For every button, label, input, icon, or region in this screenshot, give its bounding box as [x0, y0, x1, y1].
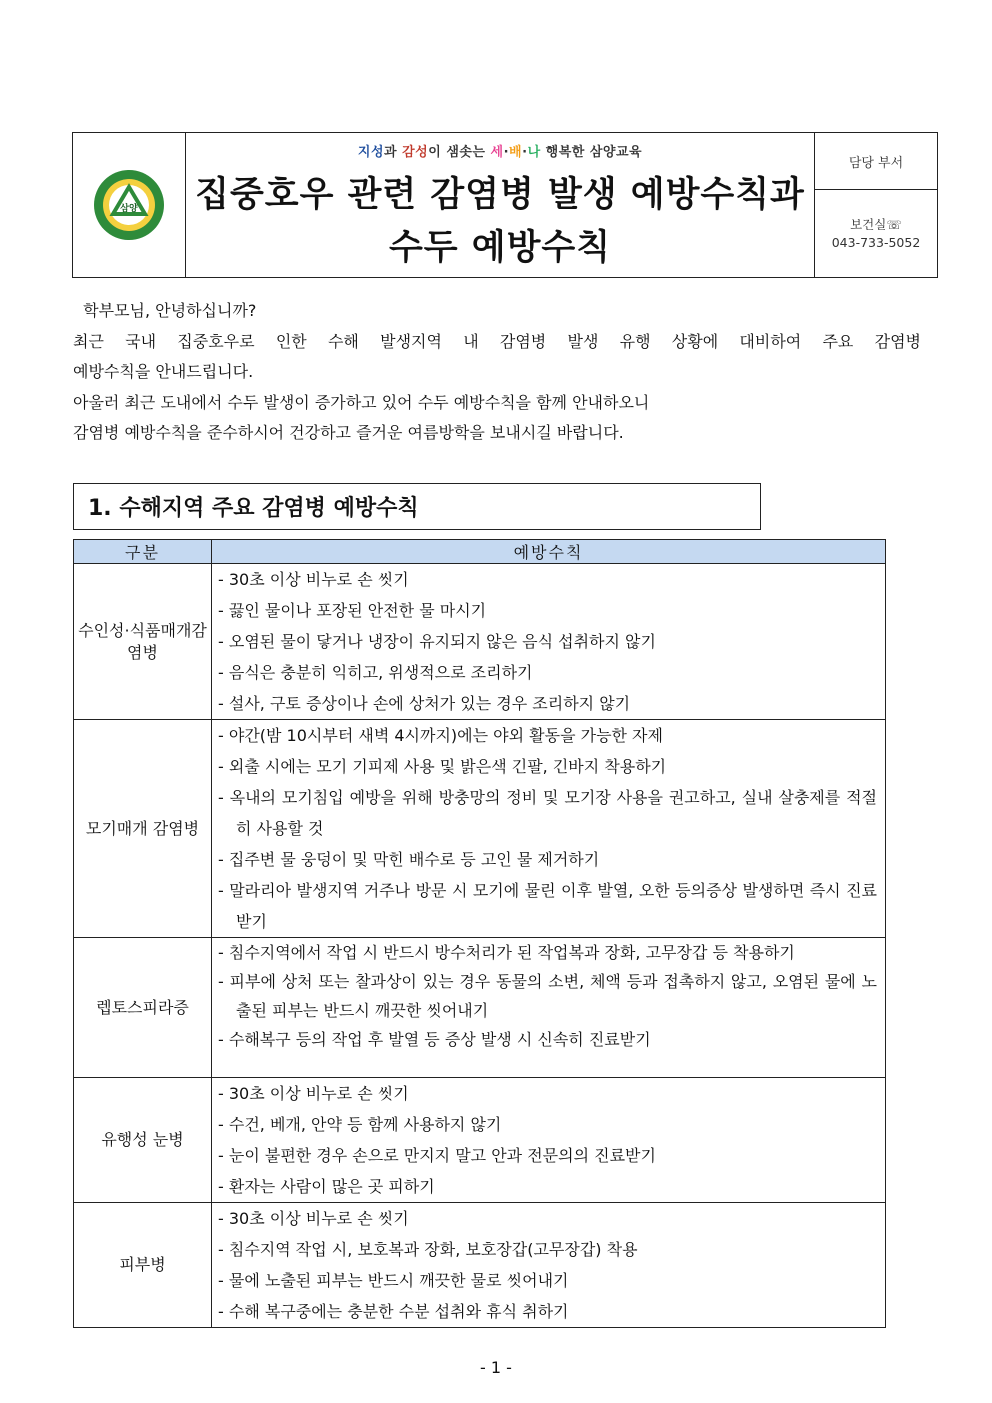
- department-cell: [815, 133, 937, 277]
- slogan: 지성과 감성이 샘솟는 세·배·나 행복한 삼양교육: [357, 145, 643, 160]
- list-item: - 음식은 충분히 익히고, 위생적으로 조리하기: [218, 663, 533, 682]
- table-row: [74, 1203, 886, 1328]
- list-item: - 수해복구 등의 작업 후 발열 등 증상 발생 시 신속히 진료받기: [218, 1030, 651, 1049]
- department-contact: [815, 190, 937, 277]
- list-item: - 환자는 사람이 많은 곳 피하기: [218, 1177, 435, 1196]
- category-cell: 모기매개 감염병: [74, 720, 212, 938]
- document-header: [72, 132, 938, 278]
- list-item: - 물에 노출된 피부는 반드시 깨끗한 물로 씻어내기: [218, 1271, 569, 1290]
- list-item: - 외출 시에는 모기 기피제 사용 및 밝은색 긴팔, 긴바지 착용하기: [218, 757, 667, 776]
- list-item: - 야간(밤 10시부터 새벽 4시까지)에는 야외 활동을 가능한 자제: [218, 726, 663, 745]
- rules-cell: [212, 1078, 886, 1203]
- category-cell: 유행성 눈병: [74, 1078, 212, 1203]
- list-item: - 설사, 구토 증상이나 손에 상처가 있는 경우 조리하지 않기: [218, 694, 631, 713]
- column-header-category: 구분: [74, 540, 212, 564]
- school-logo-icon: [92, 168, 166, 242]
- intro-text: [73, 296, 921, 449]
- intro-paragraph-1a: 최근 국내 집중호우로 인한 수해 발생지역 내 감염병 발생 유행 상황에 대비하여 주요 감염병: [73, 331, 921, 351]
- prevention-table: [73, 539, 886, 1328]
- department-phone: 043-733-5052: [831, 234, 921, 250]
- list-item: - 끓인 물이나 포장된 안전한 물 마시기: [218, 601, 487, 620]
- list-item: - 오염된 물이 닿거나 냉장이 유지되지 않은 음식 섭취하지 않기: [218, 632, 656, 651]
- list-item: - 침수지역 작업 시, 보호복과 장화, 보호장갑(고무장갑) 착용: [218, 1240, 638, 1259]
- page-number: - 1 -: [480, 1358, 512, 1377]
- category-cell: 수인성·식품매개감염병: [74, 564, 212, 720]
- title-line-2: 수두 예방수칙: [388, 228, 612, 268]
- list-item: - 말라리아 발생지역 거주나 방문 시 모기에 물린 이후 발열, 오한 등의증상 발생하면 즉시 진료받기: [218, 881, 877, 931]
- intro-paragraph-3: 감염병 예방수칙을 준수하시어 건강하고 즐거운 여름방학을 보내시길 바랍니다.: [73, 423, 624, 442]
- category-cell: 피부병: [74, 1203, 212, 1328]
- category-cell: 렙토스피라증: [74, 938, 212, 1078]
- list-item: - 침수지역에서 작업 시 반드시 방수처리가 된 작업복과 장화, 고무장갑 등 착용하기: [218, 943, 795, 962]
- rules-cell: [212, 938, 886, 1078]
- intro-paragraph-1b: 예방수칙을 안내드립니다.: [73, 362, 254, 381]
- list-item: - 30초 이상 비누로 손 씻기: [218, 570, 409, 589]
- document-title: [186, 169, 814, 275]
- table-row: [74, 1078, 886, 1203]
- title-line-1: 집중호우 관련 감염병 발생 예방수칙과: [195, 175, 805, 215]
- list-item: - 30초 이상 비누로 손 씻기: [218, 1209, 409, 1228]
- table-header-row: [74, 540, 886, 564]
- title-cell: [186, 133, 815, 277]
- school-logo-cell: [73, 133, 186, 277]
- table-row: [74, 564, 886, 720]
- column-header-rules: 예방수칙: [212, 540, 886, 564]
- list-item: - 30초 이상 비누로 손 씻기: [218, 1084, 409, 1103]
- table-row: [74, 720, 886, 938]
- greeting: 학부모님, 안녕하십니까?: [73, 301, 257, 320]
- table-row: [74, 938, 886, 1078]
- list-item: - 집주변 물 웅덩이 및 막힌 배수로 등 고인 물 제거하기: [218, 850, 600, 869]
- section-heading: 1. 수해지역 주요 감염병 예방수칙: [73, 483, 761, 530]
- list-item: - 수건, 베개, 안약 등 함께 사용하지 않기: [218, 1115, 502, 1134]
- rules-cell: [212, 720, 886, 938]
- rules-cell: [212, 1203, 886, 1328]
- list-item: - 옥내의 모기침입 예방을 위해 방충망의 정비 및 모기장 사용을 권고하고, 실내 살충제를 적절히 사용할 것: [218, 788, 877, 838]
- list-item: - 피부에 상처 또는 찰과상이 있는 경우 동물의 소변, 체액 등과 접촉하지 않고, 오염된 물에 노출된 피부는 반드시 깨끗한 씻어내기: [218, 972, 877, 1020]
- svg-text:삼양: 삼양: [120, 204, 138, 214]
- list-item: - 수해 복구중에는 충분한 수분 섭취와 휴식 취하기: [218, 1302, 569, 1321]
- list-item: - 눈이 불편한 경우 손으로 만지지 말고 안과 전문의의 진료받기: [218, 1146, 656, 1165]
- intro-paragraph-2: 아울러 최근 도내에서 수두 발생이 증가하고 있어 수두 예방수칙을 함께 안내하오니: [73, 392, 650, 412]
- department-label: 담당 부서: [815, 133, 937, 190]
- rules-cell: [212, 564, 886, 720]
- department-name: 보건실☏: [850, 216, 902, 232]
